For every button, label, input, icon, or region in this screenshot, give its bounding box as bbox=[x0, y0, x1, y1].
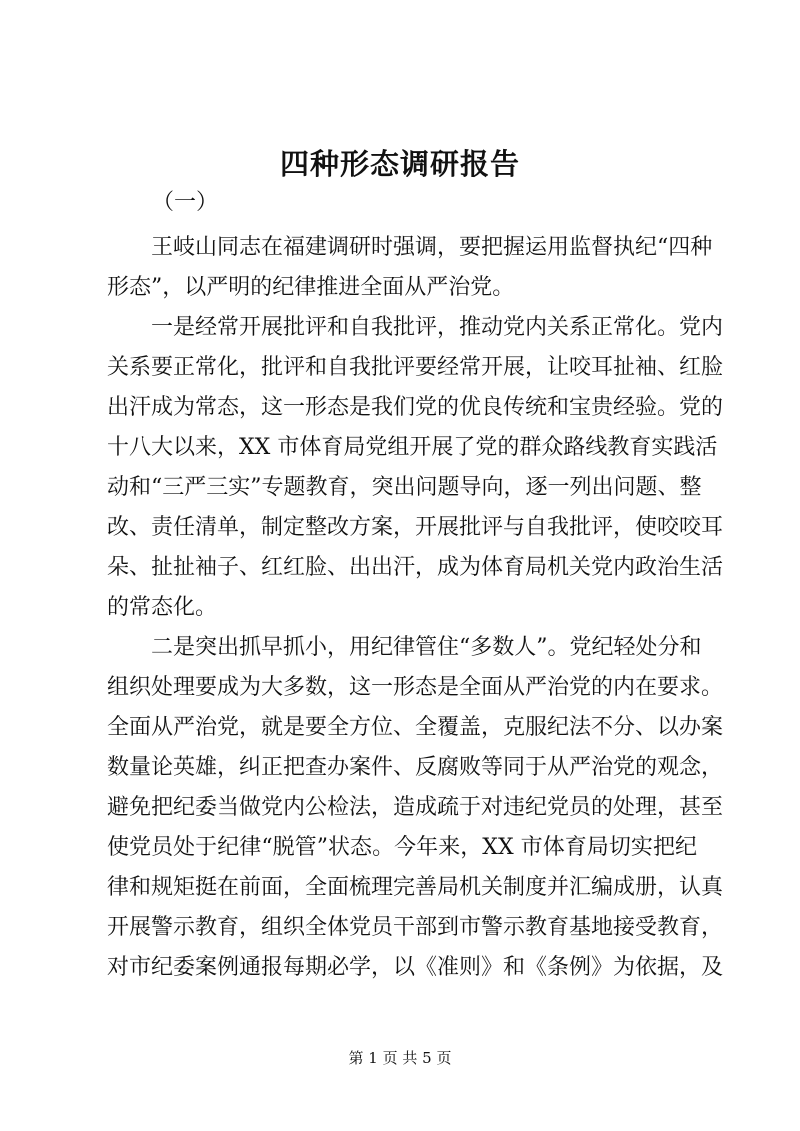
document-body bbox=[107, 228, 724, 988]
text-line: 使党员处于纪律“脱管”状态。今年来，XX 市体育局切实把纪 bbox=[107, 835, 697, 860]
text-line: 避免把纪委当做党内公检法，造成疏于对违纪党员的处理，甚至 bbox=[107, 795, 724, 820]
text-line: 律和规矩挺在前面，全面梳理完善局机关制度并汇编成册，认真 bbox=[107, 875, 724, 900]
paragraph bbox=[107, 628, 724, 988]
paragraph bbox=[107, 228, 713, 308]
text-line: 对市纪委案例通报每期必学，以《准则》和《条例》为依据，及 bbox=[107, 955, 724, 980]
text-line: 开展警示教育，组织全体党员干部到市警示教育基地接受教育， bbox=[107, 915, 724, 940]
text-line: 出汗成为常态，这一形态是我们党的优良传统和宝贵经验。党的 bbox=[107, 395, 724, 420]
text-line: 形态”，以严明的纪律推进全面从严治党。 bbox=[107, 275, 515, 300]
text-line: 关系要正常化，批评和自我批评要经常开展，让咬耳扯袖、红脸 bbox=[107, 355, 724, 380]
text-line: 数量论英雄，纠正把查办案件、反腐败等同于从严治党的观念， bbox=[107, 755, 724, 780]
text-line: 朵、扯扯袖子、红红脸、出出汗，成为体育局机关党内政治生活 bbox=[107, 555, 724, 580]
page-number-footer: 第 1 页 共 5 页 bbox=[348, 1049, 452, 1067]
document-title: 四种形态调研报告 bbox=[279, 147, 520, 181]
text-line: 动和“三严三实”专题教育，突出问题导向，逐一列出问题、整 bbox=[107, 475, 702, 500]
text-line: 的常态化。 bbox=[107, 595, 218, 620]
text-line: 一是经常开展批评和自我批评，推动党内关系正常化。党内 bbox=[151, 315, 724, 340]
paragraph bbox=[107, 308, 724, 628]
text-line: 全面从严治党，就是要全方位、全覆盖，克服纪法不分、以办案 bbox=[107, 715, 724, 740]
text-line: 王岐山同志在福建调研时强调，要把握运用监督执纪“四种 bbox=[151, 235, 713, 260]
text-line: 组织处理要成为大多数，这一形态是全面从严治党的内在要求。 bbox=[107, 675, 724, 700]
text-line: 改、责任清单，制定整改方案，开展批评与自我批评，使咬咬耳 bbox=[107, 515, 724, 540]
section-label: （一） bbox=[152, 190, 219, 215]
text-line: 二是突出抓早抓小，用纪律管住“多数人”。党纪轻处分和 bbox=[151, 635, 702, 660]
text-line: 十八大以来，XX 市体育局党组开展了党的群众路线教育实践活 bbox=[107, 435, 718, 460]
